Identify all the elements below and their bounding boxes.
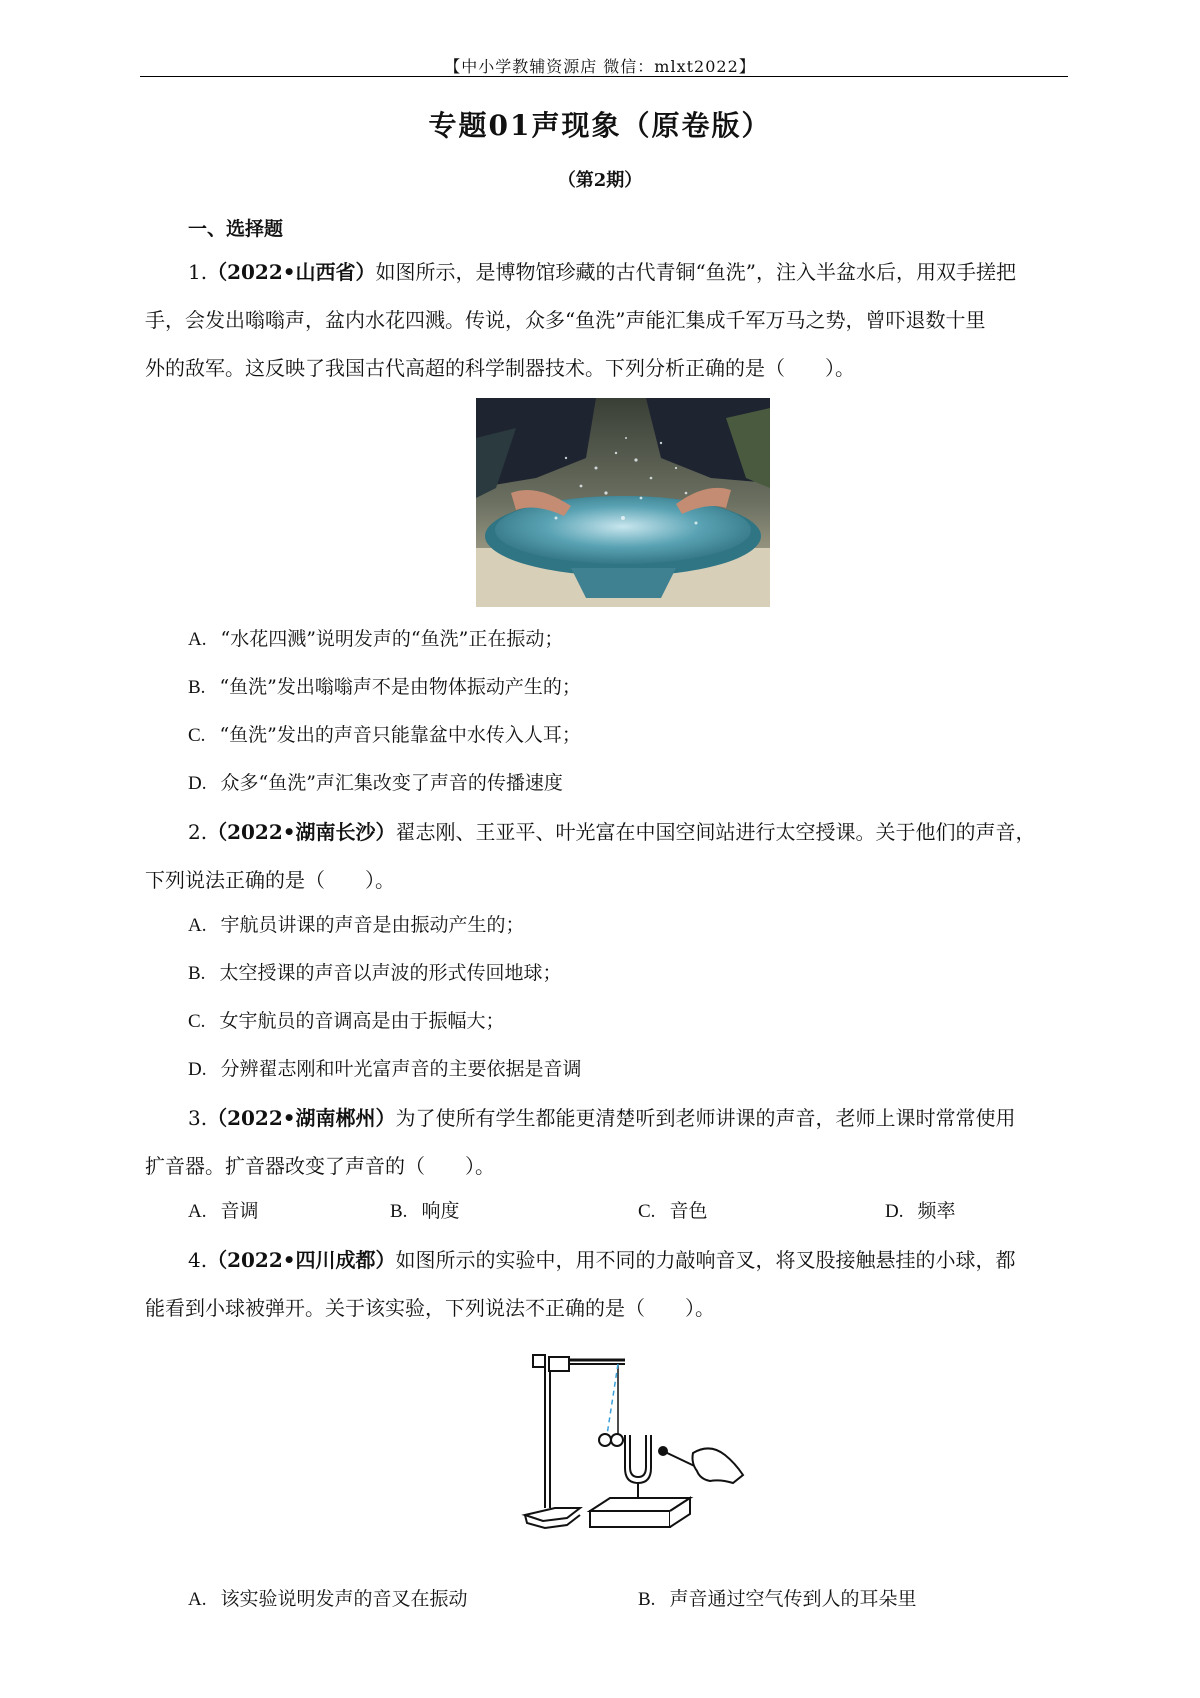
q1-option-c-letter: C. <box>188 725 206 746</box>
q3-option-d-text: 频率 <box>917 1200 956 1222</box>
q2-option-b-text: 太空授课的声音以声波的形式传回地球； <box>219 962 562 984</box>
question-4-line-1 <box>145 1236 1065 1284</box>
q1-option-c-text: “鱼洗”发出的声音只能靠盆中水传入人耳； <box>219 724 581 746</box>
question-4-source: （2022•四川成都） <box>207 1248 396 1272</box>
header-divider <box>140 76 1068 77</box>
q1-option-a <box>188 624 563 651</box>
q3-option-b-text: 响度 <box>421 1200 460 1222</box>
q3-option-c <box>638 1196 707 1223</box>
q2-option-b-letter: B. <box>188 963 206 984</box>
q3-option-c-text: 音色 <box>669 1200 708 1222</box>
question-3-line-1 <box>145 1094 1065 1142</box>
q2-option-b <box>188 958 561 985</box>
q3-option-a <box>188 1196 259 1223</box>
question-2-number: 2. <box>188 820 208 844</box>
q1-option-b-letter: B. <box>188 677 206 698</box>
section-heading: 一、选择题 <box>188 218 284 240</box>
q4-option-b-letter: B. <box>638 1589 656 1610</box>
page-header: 【中小学教辅资源店 微信：mlxt2022】 <box>444 57 756 76</box>
q2-option-c-letter: C. <box>188 1011 206 1032</box>
q2-option-d <box>188 1054 582 1081</box>
document-subtitle: （第2期） <box>557 170 643 191</box>
question-1-number: 1. <box>188 260 208 284</box>
question-1-line-2: 手，会发出嗡嗡声，盆内水花四溅。传说，众多“鱼洗”声能汇集成千军万马之势，曾吓退数十里 <box>145 308 986 332</box>
q3-option-a-letter: A. <box>188 1201 207 1222</box>
q2-option-a <box>188 910 525 937</box>
q1-option-d-letter: D. <box>188 773 207 794</box>
question-2-source: （2022•湖南长沙） <box>207 820 396 844</box>
q3-option-d-letter: D. <box>885 1201 904 1222</box>
question-4 <box>145 1236 1065 1332</box>
question-1-text-1: 如图所示，是博物馆珍藏的古代青铜“鱼洗”，注入半盆水后，用双手搓把 <box>375 260 1016 284</box>
document-title: 专题01声现象（原卷版） <box>428 109 772 142</box>
q3-option-c-letter: C. <box>638 1201 656 1222</box>
question-4-text-1: 如图所示的实验中，用不同的力敲响音叉，将叉股接触悬挂的小球，都 <box>395 1248 1016 1272</box>
q1-option-d <box>188 768 563 795</box>
q3-option-a-text: 音调 <box>220 1200 259 1222</box>
q2-option-a-letter: A. <box>188 915 207 936</box>
question-2 <box>145 808 1065 904</box>
q3-option-d <box>885 1196 956 1223</box>
question-3-text-1: 为了使所有学生都能更清楚听到老师讲课的声音，老师上课时常常使用 <box>395 1106 1016 1130</box>
q2-option-c <box>188 1006 504 1033</box>
q2-option-d-letter: D. <box>188 1059 207 1080</box>
question-4-line-2: 能看到小球被弹开。关于该实验，下列说法不正确的是（ ）。 <box>145 1296 715 1320</box>
question-3 <box>145 1094 1065 1190</box>
q1-option-c <box>188 720 581 747</box>
question-2-text-1: 翟志刚、王亚平、叶光富在中国空间站进行太空授课。关于他们的声音， <box>395 820 1036 844</box>
q2-option-d-text: 分辨翟志刚和叶光富声音的主要依据是音调 <box>220 1058 582 1080</box>
tuning-fork-diagram <box>505 1343 745 1533</box>
question-2-line-1 <box>145 808 1065 856</box>
q4-option-b <box>638 1584 916 1611</box>
q3-option-b <box>390 1196 459 1223</box>
q1-option-a-text: “水花四溅”说明发声的“鱼洗”正在振动； <box>220 628 564 650</box>
q4-option-a-text: 该实验说明发声的音叉在振动 <box>220 1588 468 1610</box>
question-2-line-2: 下列说法正确的是（ ）。 <box>145 868 395 892</box>
bronze-basin-photo <box>476 398 770 607</box>
question-1-line-1 <box>145 248 1065 296</box>
q1-option-d-text: 众多“鱼洗”声汇集改变了声音的传播速度 <box>220 772 563 794</box>
q1-option-a-letter: A. <box>188 629 207 650</box>
q3-option-b-letter: B. <box>390 1201 408 1222</box>
question-3-number: 3. <box>188 1106 208 1130</box>
q4-option-a <box>188 1584 468 1611</box>
question-1 <box>145 248 1065 392</box>
question-4-number: 4. <box>188 1248 208 1272</box>
question-3-line-2: 扩音器。扩音器改变了声音的（ ）。 <box>145 1154 495 1178</box>
question-3-source: （2022•湖南郴州） <box>207 1106 396 1130</box>
q2-option-a-text: 宇航员讲课的声音是由振动产生的； <box>220 914 525 936</box>
q4-option-a-letter: A. <box>188 1589 207 1610</box>
q1-option-b-text: “鱼洗”发出嗡嗡声不是由物体振动产生的； <box>219 676 581 698</box>
q4-option-b-text: 声音通过空气传到人的耳朵里 <box>669 1588 917 1610</box>
question-1-source: （2022•山西省） <box>207 260 376 284</box>
q2-option-c-text: 女宇航员的音调高是由于振幅大； <box>219 1010 505 1032</box>
q1-option-b <box>188 672 581 699</box>
question-1-line-3: 外的敌军。这反映了我国古代高超的科学制器技术。下列分析正确的是（ ）。 <box>145 356 855 380</box>
